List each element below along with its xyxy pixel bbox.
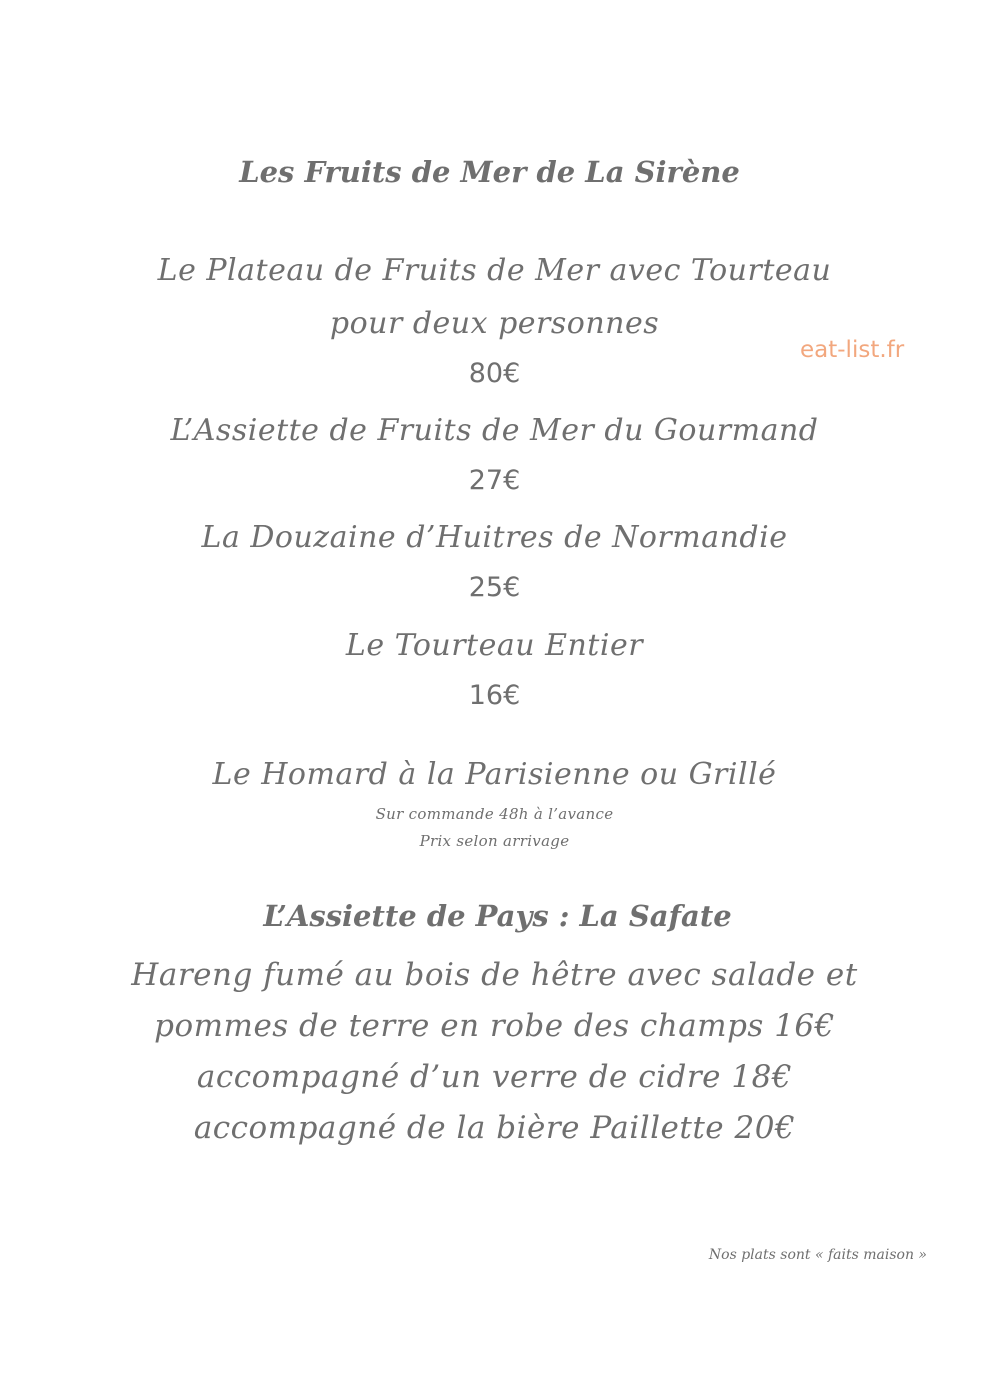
watermark: eat-list.fr <box>800 337 905 363</box>
item-plateau-name-line2: pour deux personnes <box>329 306 660 341</box>
item-assiette-gourmand-name: L’Assiette de Fruits de Mer du Gourmand <box>170 413 819 448</box>
item-douzaine-huitres-price: 25€ <box>468 572 521 603</box>
item-douzaine-huitres-name: La Douzaine d’Huitres de Normandie <box>201 520 788 555</box>
item-homard-name: Le Homard à la Parisienne ou Grillé <box>212 757 777 792</box>
menu-title: Les Fruits de Mer de La Sirène <box>239 155 740 189</box>
item-plateau-price: 80€ <box>468 358 521 389</box>
item-homard-note-price: Prix selon arrivage <box>419 832 570 850</box>
pays-line-1: Hareng fumé au bois de hêtre avec salade et <box>131 957 858 993</box>
pays-line-3: accompagné d’un verre de cidre 18€ <box>196 1059 793 1095</box>
item-tourteau-price: 16€ <box>468 680 521 711</box>
pays-line-4: accompagné de la bière Paillette 20€ <box>193 1110 796 1146</box>
pays-line-2: pommes de terre en robe des champs 16€ <box>154 1008 835 1044</box>
item-plateau-name-line1: Le Plateau de Fruits de Mer avec Tourteau <box>157 253 832 288</box>
item-assiette-gourmand-price: 27€ <box>468 465 521 496</box>
item-tourteau-name: Le Tourteau Entier <box>345 628 644 663</box>
footer-note: Nos plats sont « faits maison » <box>708 1247 927 1263</box>
item-homard-note-order: Sur commande 48h à l’avance <box>375 805 614 823</box>
pays-title: L’Assiette de Pays : La Safate <box>263 899 732 933</box>
